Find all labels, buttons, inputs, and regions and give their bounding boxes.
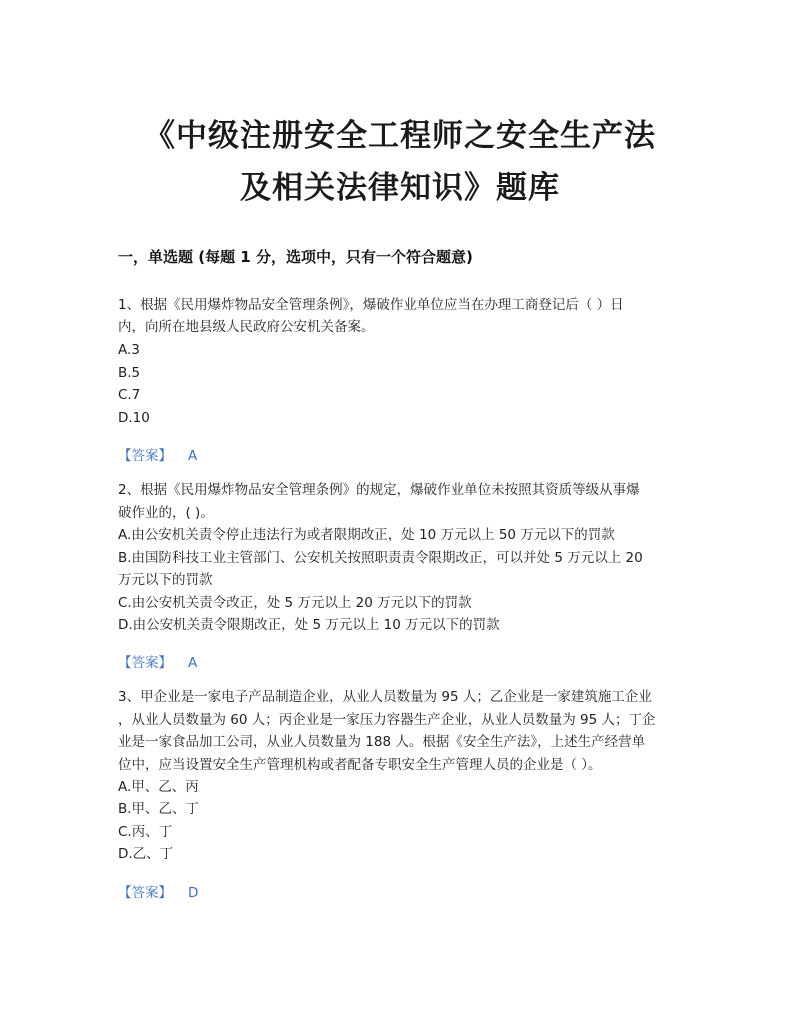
question-2-option-b: B.由国防科技工业主管部门、公安机关按照职责责令限期改正，可以并处 5 万元以上 20: [118, 550, 643, 566]
answer-label: 【答案】: [118, 448, 172, 464]
question-1-option-c: C.7: [118, 387, 141, 403]
question-1-option-b: B.5: [118, 365, 141, 381]
question-1-stem-line-1: 1、根据《民用爆炸物品安全管理条例》，爆破作业单位应当在办理工商登记后（ ）日: [118, 297, 624, 313]
question-2-stem-line-1: 2、根据《民用爆炸物品安全管理条例》的规定，爆破作业单位未按照其资质等级从事爆: [118, 482, 640, 498]
question-3-option-a: A.甲、乙、丙: [118, 779, 199, 795]
question-3-stem-line-1: 3、甲企业是一家电子产品制造企业，从业人员数量为 95 人；乙企业是一家建筑施工企业: [118, 689, 652, 705]
document-title-line-2: 及相关法律知识》题库: [240, 170, 560, 206]
question-2-option-a: A.由公安机关责令停止违法行为或者限期改正，处 10 万元以上 50 万元以下的罚款: [118, 527, 615, 543]
question-1-option-a: A.3: [118, 342, 140, 358]
question-3-option-b: B.甲、乙、丁: [118, 801, 200, 817]
question-1-answer: [118, 444, 197, 464]
answer-value: D: [188, 885, 199, 901]
question-3-stem-line-4: 位中，应当设置安全生产管理机构或者配备专职安全生产管理人员的企业是（ ）。: [118, 757, 602, 773]
question-2-option-d: D.由公安机关责令限期改正，处 5 万元以上 10 万元以下的罚款: [118, 617, 500, 633]
question-2-option-c: C.由公安机关责令改正，处 5 万元以上 20 万元以下的罚款: [118, 595, 472, 611]
question-3-option-d: D.乙、丁: [118, 846, 174, 862]
answer-label: 【答案】: [118, 655, 172, 671]
answer-value: A: [188, 655, 198, 671]
question-3-answer: [118, 881, 198, 901]
question-2-stem-line-2: 破作业的，( )。: [118, 505, 214, 521]
question-1-option-d: D.10: [118, 410, 150, 426]
answer-value: A: [188, 448, 198, 464]
question-3-option-c: C.丙、丁: [118, 824, 173, 840]
document-title-line-1: 《中级注册安全工程师之安全生产法: [144, 118, 656, 154]
question-1-stem-line-2: 内，向所在地县级人民政府公安机关备案。: [118, 319, 375, 335]
answer-label: 【答案】: [118, 885, 172, 901]
question-2-option-b-cont: 万元以下的罚款: [118, 572, 213, 588]
question-2-answer: [118, 651, 197, 671]
question-3-stem-line-3: 业是一家食品加工公司，从业人员数量为 188 人。根据《安全生产法》，上述生产经营单: [118, 734, 646, 750]
question-3-stem-line-2: ，从业人员数量为 60 人；丙企业是一家压力容器生产企业，从业人员数量为 95 人；丁企: [118, 712, 656, 728]
section-heading: 一，单选题 (每题 1 分，选项中，只有一个符合题意): [118, 248, 473, 266]
